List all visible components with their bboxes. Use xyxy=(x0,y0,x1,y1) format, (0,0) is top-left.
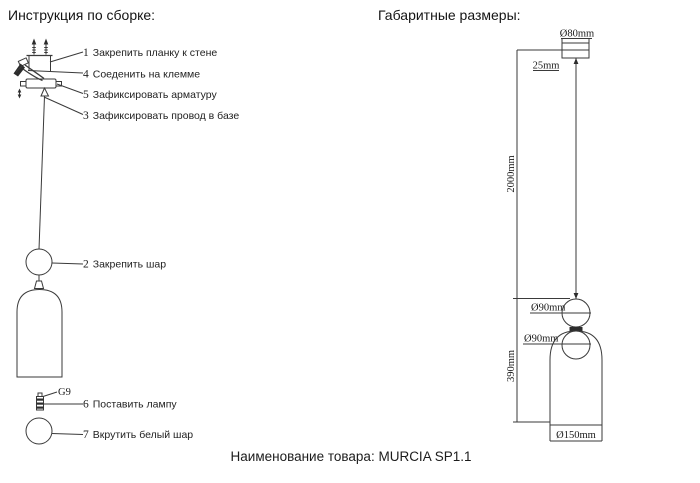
cord-length-label: 2000mm xyxy=(506,155,517,193)
strain-relief-cone xyxy=(41,88,49,96)
canopy-drawing xyxy=(18,79,62,99)
canopy-side-drawing xyxy=(562,43,589,58)
height-dim-lines xyxy=(513,50,570,422)
step-label-4 xyxy=(83,69,200,81)
canopy-height-label: 25mm xyxy=(532,60,560,72)
step-text: Вкрутить белый шар xyxy=(92,429,194,441)
upper-ball-diameter-label: Ø90mm xyxy=(531,302,566,314)
cord-drawing xyxy=(39,96,45,250)
step-number: 2 xyxy=(83,258,89,271)
cord-side-drawing xyxy=(574,58,579,299)
step-label-7 xyxy=(83,429,193,441)
step-label-1 xyxy=(83,47,217,59)
step-label-3 xyxy=(83,110,239,122)
step-label-5 xyxy=(83,89,217,101)
step-text: Зафиксировать арматуру xyxy=(92,89,217,101)
step-text: Зафиксировать провод в базе xyxy=(92,110,240,122)
product-name-caption: Наименование товара: MURCIA SP1.1 xyxy=(230,449,472,464)
step-text: Закрепить планку к стене xyxy=(92,47,218,59)
step-number: 7 xyxy=(83,429,89,441)
shade-diameter-label: Ø150mm xyxy=(556,430,596,441)
step-number: 5 xyxy=(83,89,89,101)
step-number: 3 xyxy=(83,110,89,122)
step-label-2 xyxy=(83,259,166,271)
upper-ball-side-drawing xyxy=(530,299,591,327)
white-ball-drawing xyxy=(26,418,52,444)
step-text: Закрепить шар xyxy=(92,258,167,271)
shade-section-height-label: 390mm xyxy=(506,349,517,383)
shade-drawing xyxy=(17,290,62,378)
step-number: 1 xyxy=(83,47,89,59)
g9-bulb-drawing xyxy=(37,393,44,410)
step-text: Соеденить на клемме xyxy=(92,68,201,81)
mounting-screws-drawing xyxy=(32,39,49,55)
step-number: 4 xyxy=(83,68,89,81)
shade-side-drawing xyxy=(550,331,602,425)
step-label-6 xyxy=(83,399,177,411)
step-text: Поставить лампу xyxy=(92,398,177,411)
lower-ball-side-drawing xyxy=(523,331,591,359)
canopy-diameter-label: Ø80mm xyxy=(559,28,595,40)
canopy-diameter-dim xyxy=(560,29,594,44)
step-number: 6 xyxy=(83,398,89,411)
left-panel-title: Инструкция по сборке: xyxy=(8,7,156,23)
dimensions-diagram xyxy=(506,29,602,442)
adjust-arrow-icon xyxy=(18,89,22,99)
right-panel-title: Габаритные размеры: xyxy=(378,7,521,23)
g9-label: G9 xyxy=(58,387,71,398)
lower-ball-diameter-label: Ø90mm xyxy=(524,333,559,345)
canopy-height-dim xyxy=(517,50,562,72)
shade-diameter-dim xyxy=(550,425,602,441)
assembly-diagram xyxy=(14,39,240,445)
upper-ball-drawing xyxy=(26,249,52,289)
